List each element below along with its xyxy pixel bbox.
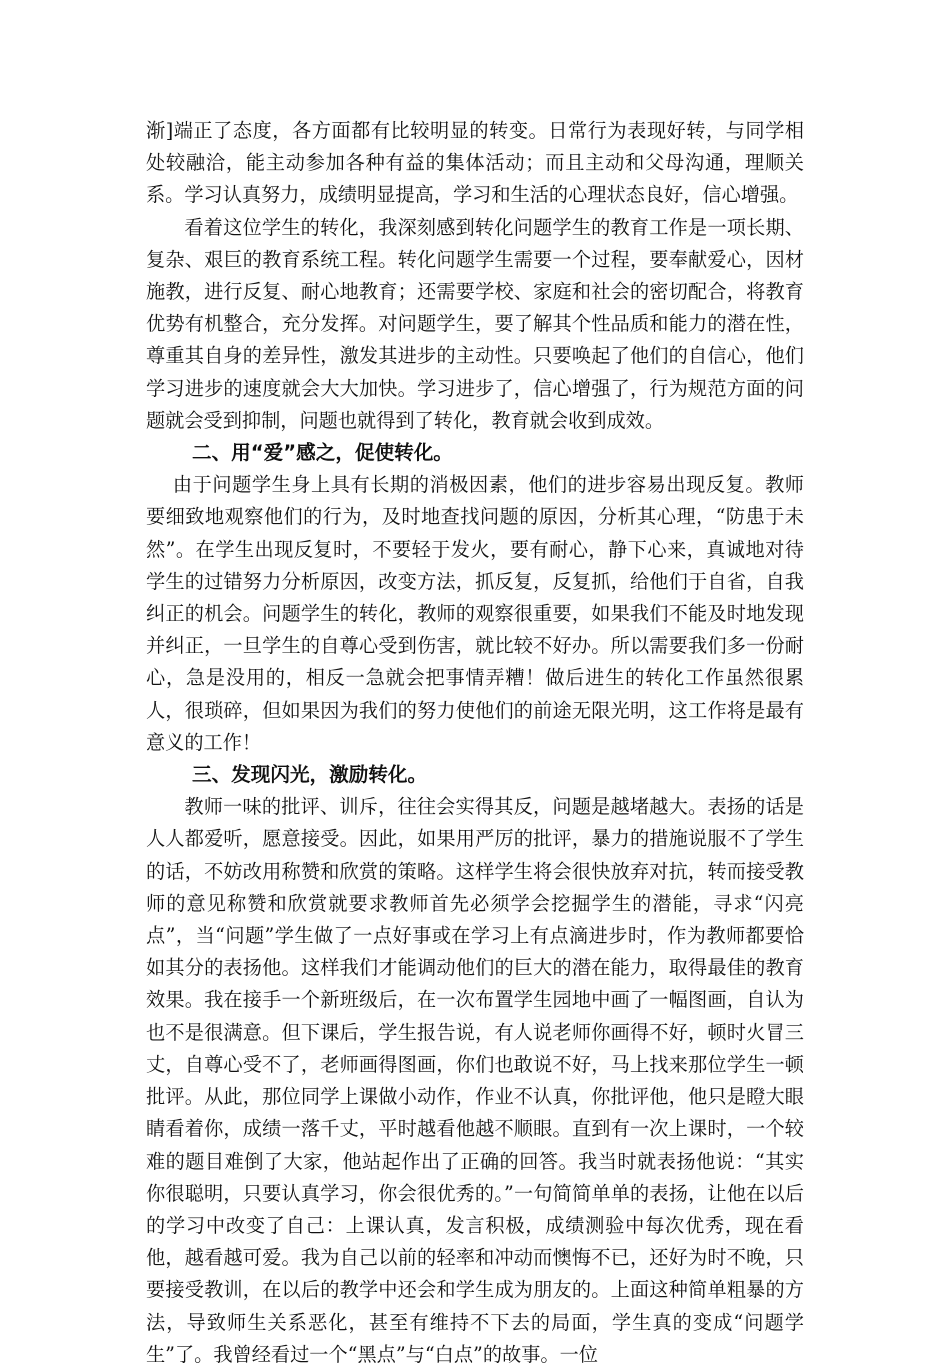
- paragraph-4: 教师一味的批评、训斥，往往会实得其反，问题是越堵越大。表扬的话是人人都爱听，愿意接受。因此，如果用严厉的批评，暴力的措施说服不了学生的话，不妨改用称赞和欣赏的策略。这样学生将会很快放弃对抗，转而接受教师的意见称赞和欣赏就要求教师首先必须学会挖掘学生的潜能，寻求“闪亮点”，当“问题”学生做了一点好事或在学习上有点滴进步时，作为教师都要恰如其分的表扬他。这样我们才能调动他们的巨大的潜在能力，取得最佳的教育效果。我在接手一个新班级后，在一次布置学生园地中画了一幅图画，自认为也不是很满意。但下课后，学生报告说，有人说老师你画得不好，顿时火冒三丈，自尊心受不了，老师画得图画，你们也敢说不好，马上找来那位学生一顿批评。从此，那位同学上课做小动作，作业不认真，你批评他，他只是瞪大眼睛看着你，成绩一落千丈，平时越看他越不顺眼。直到有一次上课时，一个较难的题目难倒了大家，他站起作出了正确的回答。我当时就表扬他说：“其实你很聪明，只要认真学习，你会很优秀的。”一句简简单单的表扬，让他在以后的学习中改变了自己：上课认真，发言积极，成绩测验中每次优秀，现在看他，越看越可爱。我为自己以前的轻率和冲动而懊悔不已，还好为时不晚，只要接受教训，在以后的教学中还会和学生成为朋友的。上面这种简单粗暴的方法，导致师生关系恶化，甚至有维持不下去的局面，学生真的变成“问题学生”了。我曾经看过一个“黑点”与“白点”的故事。一位: [146, 795, 804, 1366]
- paragraph-2: 看着这位学生的转化，我深刻感到转化问题学生的教育工作是一项长期、复杂、艰巨的教育系统工程。转化问题学生需要一个过程，要奉献爱心，因材施教，进行反复、耐心地教育；还需要学校、家庭和社会的密切配合，将教育优势有机整合，充分发挥。对问题学生，要了解其个性品质和能力的潜在性，尊重其自身的差异性，激发其进步的主动性。只要唤起了他们的自信心，他们学习进步的速度就会大大加快。学习进步了，信心增强了，行为规范方面的问题就会受到抑制，问题也就得到了转化，教育就会收到成效。: [146, 215, 804, 432]
- section-heading-3: 三、发现闪光，激励转化。: [192, 763, 428, 787]
- paragraph-1: 渐]端正了态度，各方面都有比较明显的转变。日常行为表现好转，与同学相处较融洽，能主动参加各种有益的集体活动；而且主动和父母沟通，理顺关系。学习认真努力，成绩明显提高，学习和生活的心理状态良好，信心增强。: [146, 119, 804, 207]
- paragraph-3: 由于问题学生身上具有长期的消极因素，他们的进步容易出现反复。教师要细致地观察他们的行为，及时地查找问题的原因，分析其心理，“防患于未然”。在学生出现反复时，不要轻于发火，要有耐心，静下心来，真诚地对待学生的过错努力分析原因，改变方法，抓反复，反复抓，给他们于自省，自我纠正的机会。问题学生的转化，教师的观察很重要，如果我们不能及时地发现并纠正，一旦学生的自尊心受到伤害，就比较不好办。所以需要我们多一份耐心，急是没用的，相反一急就会把事情弄糟！做后进生的转化工作虽然很累人，很琐碎，但如果因为我们的努力使他们的前途无限光明，这工作将是最有意义的工作！: [146, 473, 804, 754]
- section-heading-2: 二、用“爱”感之，促使转化。: [192, 441, 453, 465]
- document-page: [146, 115, 804, 1371]
